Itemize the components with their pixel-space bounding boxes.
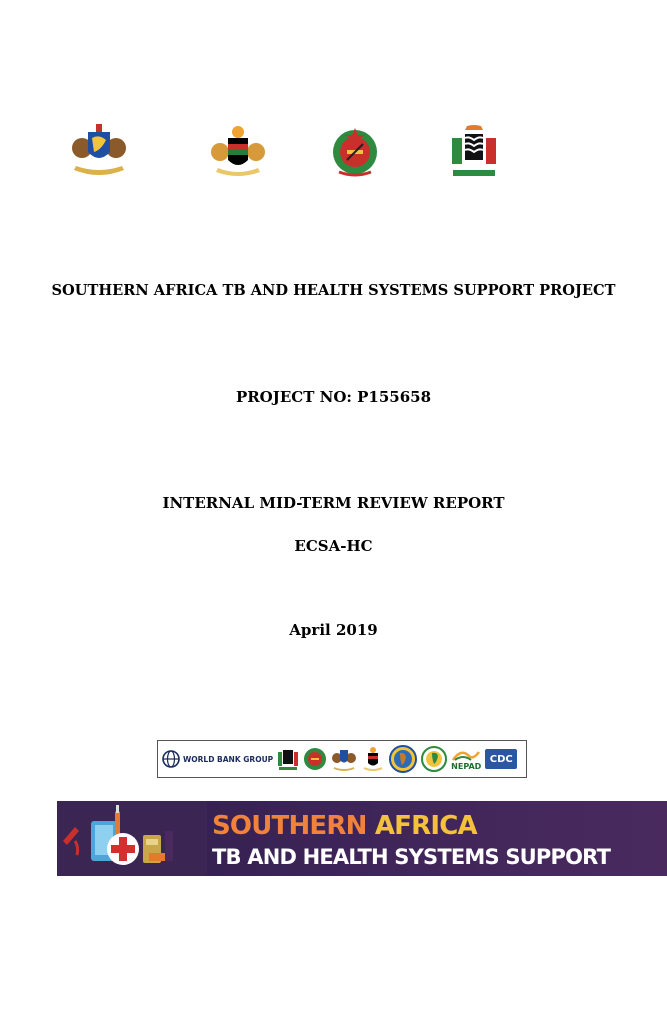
- nepad-logo: [451, 748, 481, 771]
- nepad-swoosh-icon: [451, 748, 481, 762]
- malawi-crest-icon: [210, 124, 266, 180]
- african-union-logo-icon: [421, 746, 447, 772]
- mozambique-crest-icon: [329, 124, 381, 180]
- world-bank-globe-icon: [162, 750, 180, 768]
- lesotho-mini-crest-icon: [331, 746, 357, 772]
- ecsa-hc-logo-icon: [389, 745, 417, 773]
- project-banner: [57, 801, 667, 876]
- banner-line-one: [212, 811, 477, 841]
- lesotho-crest-icon: [68, 122, 130, 178]
- report-date: April 2019: [289, 621, 378, 639]
- malawi-mini-crest-icon: [361, 746, 385, 772]
- world-bank-logo: [162, 750, 273, 768]
- banner-word-southern: SOUTHERN: [212, 811, 367, 841]
- partner-logos-strip: [157, 740, 527, 778]
- organization-name: ECSA-HC: [294, 537, 373, 555]
- zambia-crest-icon: [447, 124, 501, 180]
- zambia-mini-crest-icon: [277, 746, 299, 772]
- banner-word-africa: AFRICA: [374, 811, 477, 841]
- cdc-logo: CDC: [485, 749, 517, 769]
- banner-line-two: TB AND HEALTH SYSTEMS SUPPORT: [212, 845, 611, 869]
- mozambique-mini-crest-icon: [303, 746, 327, 772]
- health-supplies-illustration-icon: [57, 801, 207, 876]
- world-bank-label: WORLD BANK GROUP: [183, 754, 274, 764]
- nepad-label: NEPAD: [451, 761, 482, 771]
- project-title: SOUTHERN AFRICA TB AND HEALTH SYSTEMS SUPPORT PROJECT: [51, 282, 616, 299]
- project-number: PROJECT NO: P155658: [235, 388, 432, 406]
- report-title: INTERNAL MID-TERM REVIEW REPORT: [162, 494, 505, 512]
